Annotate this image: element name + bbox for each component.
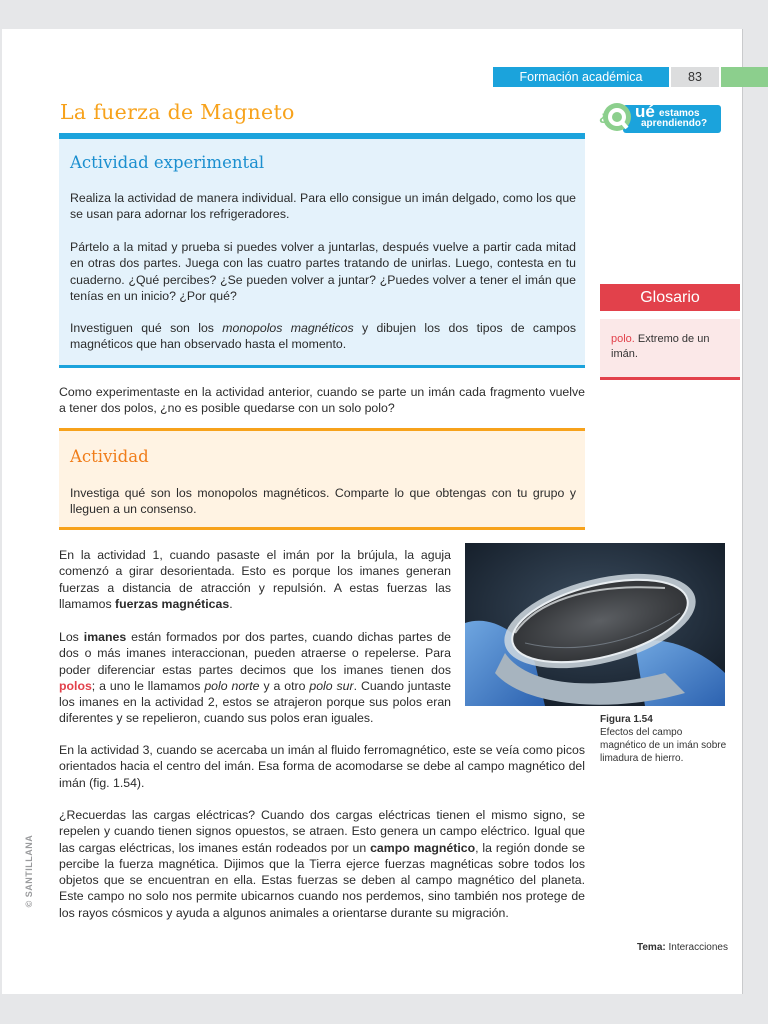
badge-ue: ué [635, 102, 655, 121]
figure-label: Figura 1.54 [600, 714, 653, 725]
badge-line1: estamos [659, 108, 700, 119]
footer-tema: Tema: Interacciones [637, 942, 728, 953]
activity-experimental-box [59, 136, 585, 368]
figure-caption-text: Efectos del campo magnético de un imán sobre limadura de hierro. [600, 727, 727, 764]
header-accent-bar [721, 67, 768, 87]
activity-heading: Actividad [70, 447, 149, 466]
body-paragraph-2: Los imanes están formados por dos partes, cuando dichas partes de dos o más imanes interaccionan, pueden atraerse o repelerse. Para poder diferenciar estas partes decimos que los imanes tienen dos polos; a uno le llamamos polo norte y a otro polo sur. Cuando juntaste los imanes en la actividad 2, estos se atrajeron porque sus polos eran diferentes y se repelieron, cuando sus polos eran iguales. [59, 630, 451, 726]
glosario-box [600, 319, 740, 380]
glosario-heading: Glosario [600, 284, 740, 311]
glosario-term: polo. [611, 333, 635, 345]
ferrofluid-photo [465, 543, 725, 706]
figure-caption [600, 713, 728, 765]
body-paragraph-4: ¿Recuerdas las cargas eléctricas? Cuando dos cargas eléctricas tienen el mismo signo, se repelen y cuando tienen signos opuestos, se atraen. Esto genera un campo eléctrico. Igual que las cargas eléctricas, los imanes están rodeados por un campo magnético, la región donde se percibe la fuerza magnética. Dijimos que la Tierra ejerce fuerzas magnéticas sobre todos los objetos que se encuentran en ella. Estas fuerzas se deben al campo magnético del planeta. Este campo no solo nos permite ubicarnos cuando nos perdemos, sino también nos protege de los rayos cósmicos y ayuda a algunos animales a orientarse durante su migración. [59, 808, 585, 920]
body-paragraph-3: En la actividad 3, cuando se acercaba un imán al fluido ferromagnético, este se veía como picos orientados hacia el centro del imán. Esa forma de acomodarse se debe al campo magnético del imán (fig. 1.54). [59, 743, 585, 790]
activity-experimental-heading: Actividad experimental [70, 153, 265, 172]
page-number: 83 [671, 67, 719, 87]
santillana-copyright-text: © SANTILLANA [24, 834, 34, 908]
activity-experimental-p1: Realiza la actividad de manera individual. Para ello consigue un imán delgado, como los que se usan para adornar los refrigeradores. [70, 191, 576, 222]
section-label: Formación académica [493, 67, 669, 87]
intro-paragraph: Como experimentaste en la actividad anterior, cuando se parte un imán cada fragmento vuelve a tener dos polos, ¿no es posible quedarse con un solo polo? [59, 385, 585, 416]
body-paragraph-1: En la actividad 1, cuando pasaste el imán por la brújula, la aguja comenzó a girar desorientada. Esto es porque los imanes generan fuerzas a distancia de atracción y repulsión. A estas fuerzas las llamamos fuerzas magnéticas. [59, 548, 451, 611]
glosario-entry [611, 332, 729, 362]
badge-q-mark: ¿ [599, 108, 608, 124]
activity-experimental-p2: Pártelo a la mitad y prueba si puedes volver a juntarlas, después vuelve a partir cada mitad en otras dos partes. Juega con las cuatro partes tratando de unirlas. Luego, contesta en tu cuaderno. ¿Qué percibes? ¿Se pueden volver a juntar? ¿Puedes volver a tener el imán que tenías en un inicio? ¿Por qué? [70, 240, 576, 304]
activity-experimental-p3: Investiguen qué son los monopolos magnéticos y dibujen los dos tipos de campos magnéticos que han observado hasta el momento. [70, 321, 576, 352]
page-title: La fuerza de Magneto [60, 100, 295, 124]
badge-line2: aprendiendo? [641, 118, 708, 129]
santillana-copyright [17, 832, 39, 916]
activity-text: Investiga qué son los monopolos magnéticos. Comparte lo que obtengas con tu grupo y lleguen a un consenso. [70, 486, 576, 517]
ferrofluid-image [465, 543, 725, 706]
glosario-definition: Extremo de un imán. [611, 333, 710, 360]
activity-box [59, 428, 585, 530]
que-estamos-aprendiendo-badge [597, 101, 721, 133]
